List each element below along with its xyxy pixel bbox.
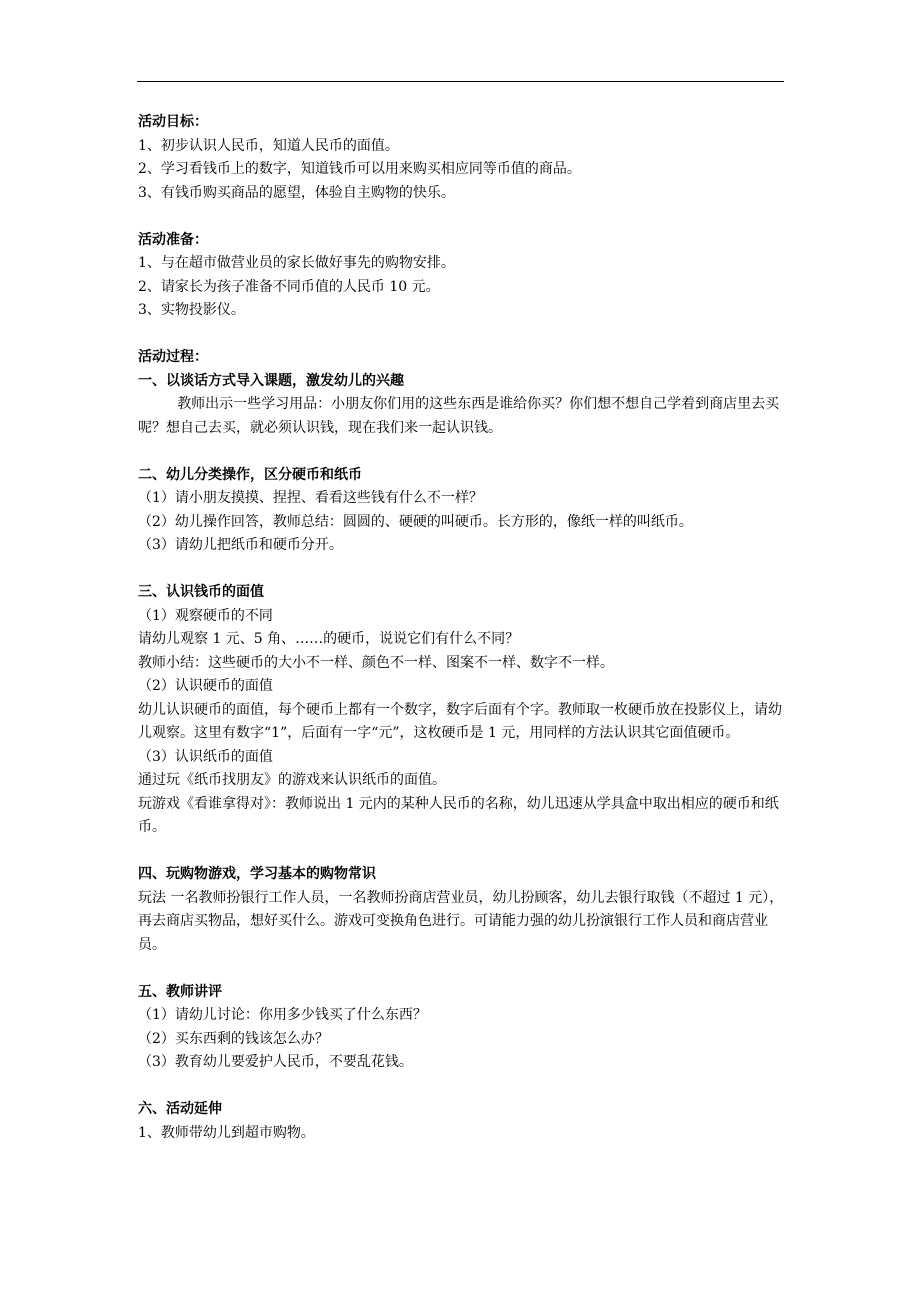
- spacer: [138, 840, 788, 864]
- part6-heading: 六、活动延伸: [138, 1101, 222, 1117]
- part4-paragraph: 玩法 一名教师扮银行工作人员，一名教师扮商店营业员，幼儿扮顾客，幼儿去银行取钱（不超过 1 元），再去商店买物品，想好买什么。游戏可变换角色进行。可请能力强的幼儿扮演银行工作人员和商店营业员。: [138, 889, 784, 953]
- spacer: [138, 205, 788, 229]
- goal-item-2: 2、学习看钱币上的数字，知道钱币可以用来购买相应同等币值的商品。: [138, 161, 581, 177]
- part3-heading: 三、认识钱币的面值: [138, 584, 264, 600]
- process-heading: 活动过程：: [138, 349, 208, 365]
- part5-item-2: （2）买东西剩的钱该怎么办？: [138, 1030, 329, 1047]
- part2-heading: 二、幼儿分类操作，区分硬币和纸币: [138, 466, 362, 483]
- spacer: [138, 957, 788, 981]
- part1-heading: 一、以谈话方式导入课题，激发幼儿的兴趣: [138, 372, 404, 389]
- part3-line-1: （1）观察硬币的不同: [138, 607, 273, 624]
- goal-item-3: 3、有钱币购买商品的愿望，体验自主购物的快乐。: [138, 184, 455, 201]
- preparation-heading: 活动准备：: [138, 231, 208, 248]
- part4-heading: 四、玩购物游戏，学习基本的购物常识: [138, 866, 376, 882]
- spacer: [138, 323, 788, 347]
- part1-paragraph: 教师出示一些学习用品：小朋友你们用的这些东西是谁给你买？你们想不想自己学着到商店里去买呢？想自己去买，就必须认识钱，现在我们来一起认识钱。: [138, 396, 780, 436]
- part5-item-1: （1）请幼儿讨论：你用多少钱买了什么东西？: [138, 1007, 427, 1023]
- part3-line-3: 教师小结：这些硬币的大小不一样、颜色不一样、图案不一样、数字不一样。: [138, 654, 614, 671]
- part6-item-1: 1、教师带幼儿到超市购物。: [138, 1124, 315, 1141]
- part3-paragraph-2: 玩游戏《看谁拿得对》：教师说出 1 元内的某种人民币的名称，幼儿迅速从学具盒中取出相应的硬币和纸币。: [138, 795, 779, 835]
- part5-heading: 五、教师讲评: [138, 983, 222, 1000]
- goal-item-1: 1、初步认识人民币，知道人民币的面值。: [138, 137, 399, 154]
- header-rule: [137, 81, 784, 82]
- part3-line-2: 请幼儿观察 1 元、5 角、……的硬币，说说它们有什么不同？: [138, 631, 520, 647]
- part3-line-4: （2）认识硬币的面值: [138, 678, 273, 694]
- preparation-item-1: 1、与在超市做营业员的家长做好事先的购物安排。: [138, 255, 455, 271]
- spacer: [138, 440, 788, 464]
- document-body: [138, 111, 788, 1145]
- part3-paragraph-1: 幼儿认识硬币的面值，每个硬币上都有一个数字，数字后面有个字。教师取一枚硬币放在投影仪上，请幼儿观察。这里有数字“1”，后面有一字“元”，这枚硬币是 1 元，用同样的方法认识其它面值硬币。: [138, 701, 782, 741]
- spacer: [138, 1075, 788, 1099]
- part2-item-2: （2）幼儿操作回答，教师总结：圆圆的、硬硬的叫硬币。长方形的，像纸一样的叫纸币。: [138, 513, 693, 530]
- part3-line-6: 通过玩《纸币找朋友》的游戏来认识纸币的面值。: [138, 772, 446, 788]
- goals-heading: 活动目标：: [138, 114, 208, 130]
- part3-line-5: （3）认识纸币的面值: [138, 748, 273, 765]
- part2-item-1: （1）请小朋友摸摸、捏捏、看看这些钱有什么不一样？: [138, 490, 483, 506]
- spacer: [138, 558, 788, 582]
- part5-item-3: （3）教育幼儿要爱护人民币，不要乱花钱。: [138, 1054, 413, 1070]
- preparation-item-3: 3、实物投影仪。: [138, 302, 245, 318]
- preparation-item-2: 2、请家长为孩子准备不同币值的人民币 10 元。: [138, 278, 440, 295]
- part2-item-3: （3）请幼儿把纸币和硬币分开。: [138, 537, 343, 553]
